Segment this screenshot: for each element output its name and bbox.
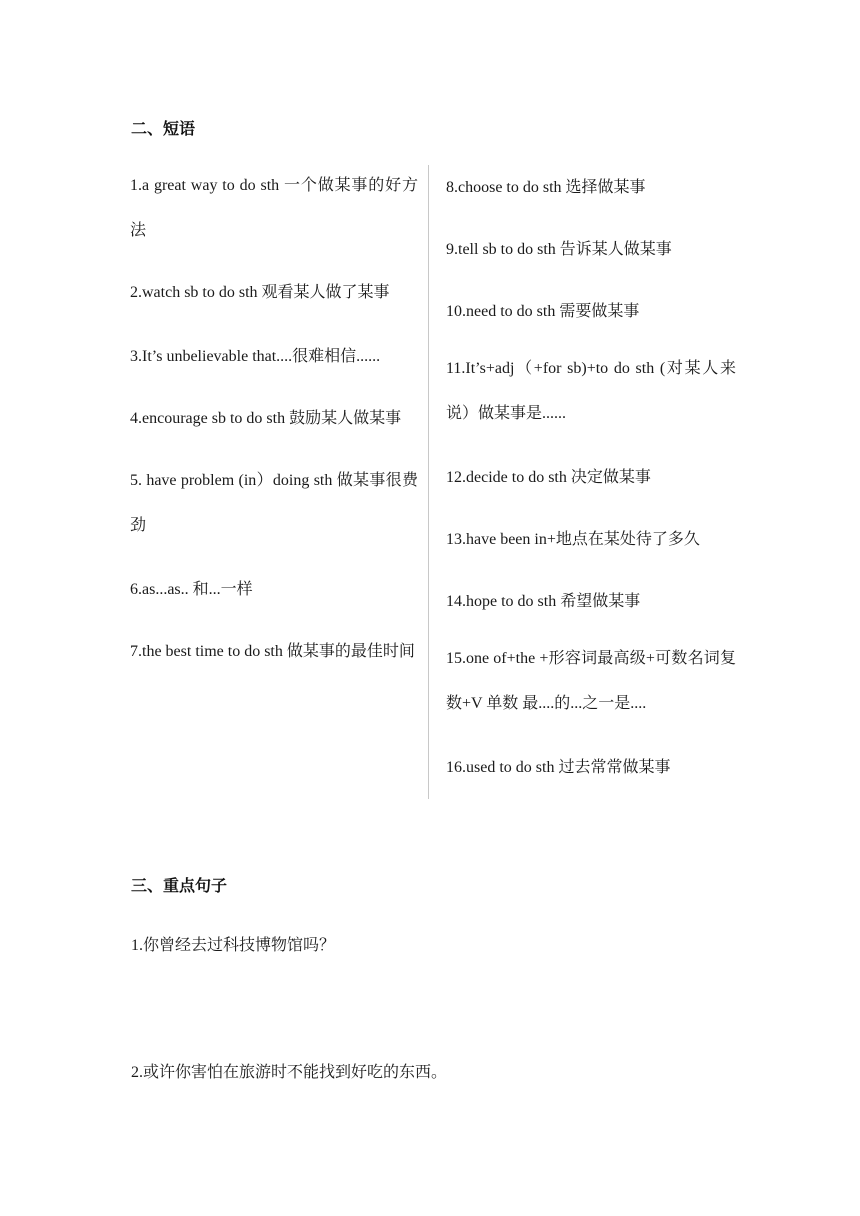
phrase-item: 11.It’s+adj（+for sb)+to do sth (对某人来说）做某事是......: [446, 360, 736, 422]
key-sentence: 1.你曾经去过科技博物馆吗？: [131, 937, 336, 954]
key-sentence: 2.或许你害怕在旅游时不能找到好吃的东西。: [131, 1064, 448, 1081]
phrase-column-right: [446, 163, 736, 805]
phrase-item: 9.tell sb to do sth 告诉某人做某事: [446, 241, 672, 258]
phrase-item: 5. have problem (in）doing sth 做某事很费劲: [130, 472, 418, 534]
phrase-item: 15.one of+the +形容词最高级+可数名词复数+V 单数 最....的...之一是....: [446, 650, 736, 712]
phrase-item: 4.encourage sb to do sth 鼓励某人做某事: [130, 410, 402, 427]
phrase-item: 1.a great way to do sth 一个做某事的好方法: [130, 177, 418, 239]
phrase-item: 10.need to do sth 需要做某事: [446, 303, 640, 320]
column-divider: [428, 165, 429, 799]
phrase-item: 12.decide to do sth 决定做某事: [446, 469, 651, 486]
phrase-item: 6.as...as.. 和...一样: [130, 581, 253, 598]
phrase-item: 3.It’s unbelievable that....很难相信......: [130, 348, 381, 365]
section-heading-phrases: 二、短语: [131, 119, 196, 138]
phrase-item: 8.choose to do sth 选择做某事: [446, 179, 646, 196]
phrase-item: 14.hope to do sth 希望做某事: [446, 593, 641, 610]
phrase-column-left: [130, 163, 418, 691]
phrase-item: 13.have been in+地点在某处待了多久: [446, 531, 700, 548]
section-heading-sentences: 三、重点句子: [131, 876, 228, 895]
phrase-item: 2.watch sb to do sth 观看某人做了某事: [130, 284, 390, 301]
phrase-item: 16.used to do sth 过去常常做某事: [446, 759, 671, 776]
phrase-item: 7.the best time to do sth 做某事的最佳时间: [130, 643, 415, 660]
